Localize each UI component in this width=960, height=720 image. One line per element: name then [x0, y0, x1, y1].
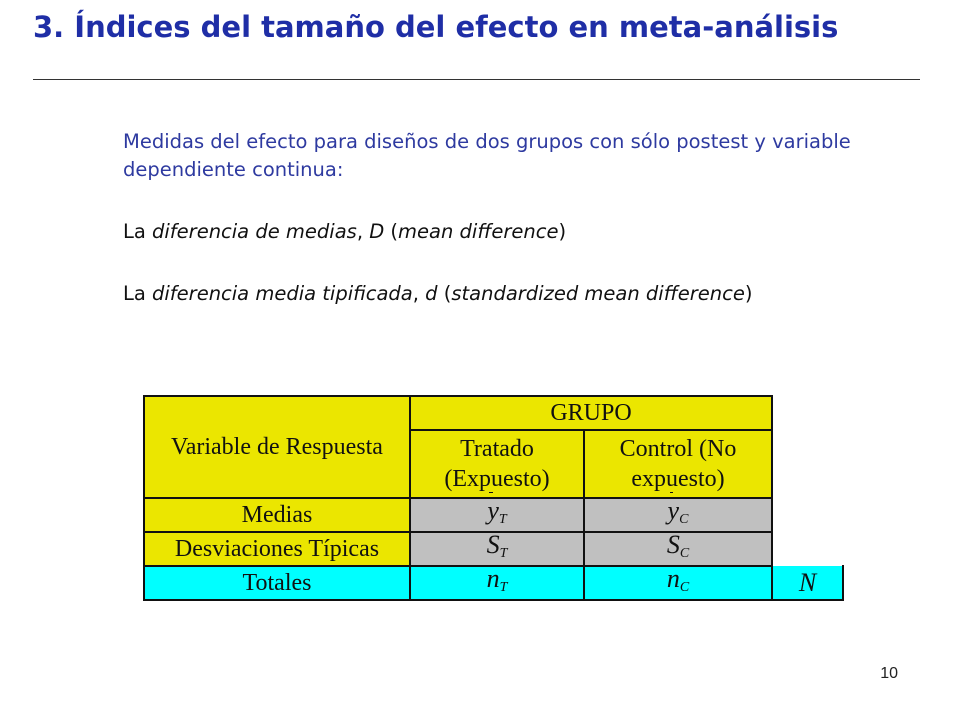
- table-line-row2: [144, 565, 772, 567]
- group-header-cell: GRUPO: [410, 396, 772, 430]
- treated-sd-cell: $S_T$: [410, 532, 584, 566]
- table-border-bottom: [144, 599, 844, 601]
- control-header-cell: Control (No expuesto): [584, 430, 772, 498]
- standardized-difference-line: La diferencia media tipificada, d (standardized mean difference): [123, 282, 753, 305]
- totals-label-cell: Totales: [144, 566, 410, 600]
- treated-mean-cell: $y_T$: [410, 498, 584, 532]
- mean-difference-line: La diferencia de medias, D (mean difference): [123, 220, 567, 243]
- table-line-header: [144, 497, 772, 499]
- treated-header-cell: Tratado (Expuesto): [410, 430, 584, 498]
- table-line-col2: [583, 429, 585, 601]
- control-sd-cell: $S_C$: [584, 532, 772, 566]
- table-border-left: [143, 395, 145, 601]
- table-line-row1: [144, 531, 772, 533]
- table-border-top: [144, 395, 772, 397]
- page-number: 10: [880, 665, 898, 682]
- row-header-cell: Variable de Respuesta: [144, 396, 410, 498]
- slide-title: 3. Índices del tamaño del efecto en meta-análisis: [33, 10, 839, 44]
- table-line-group: [410, 429, 772, 431]
- table-line-col1: [409, 395, 411, 601]
- table-border-total: [842, 565, 844, 601]
- sd-label-cell: Desviaciones Típicas: [144, 532, 410, 566]
- control-n-cell: $n_C$: [584, 566, 772, 600]
- treated-n-cell: $n_T$: [410, 566, 584, 600]
- control-mean-cell: $y_C$: [584, 498, 772, 532]
- intro-text: Medidas del efecto para diseños de dos grupos con sólo postest y variable dependiente continua:: [123, 130, 851, 181]
- medias-label-cell: Medias: [144, 498, 410, 532]
- total-n-cell: N: [772, 566, 843, 600]
- table-border-right: [771, 395, 773, 601]
